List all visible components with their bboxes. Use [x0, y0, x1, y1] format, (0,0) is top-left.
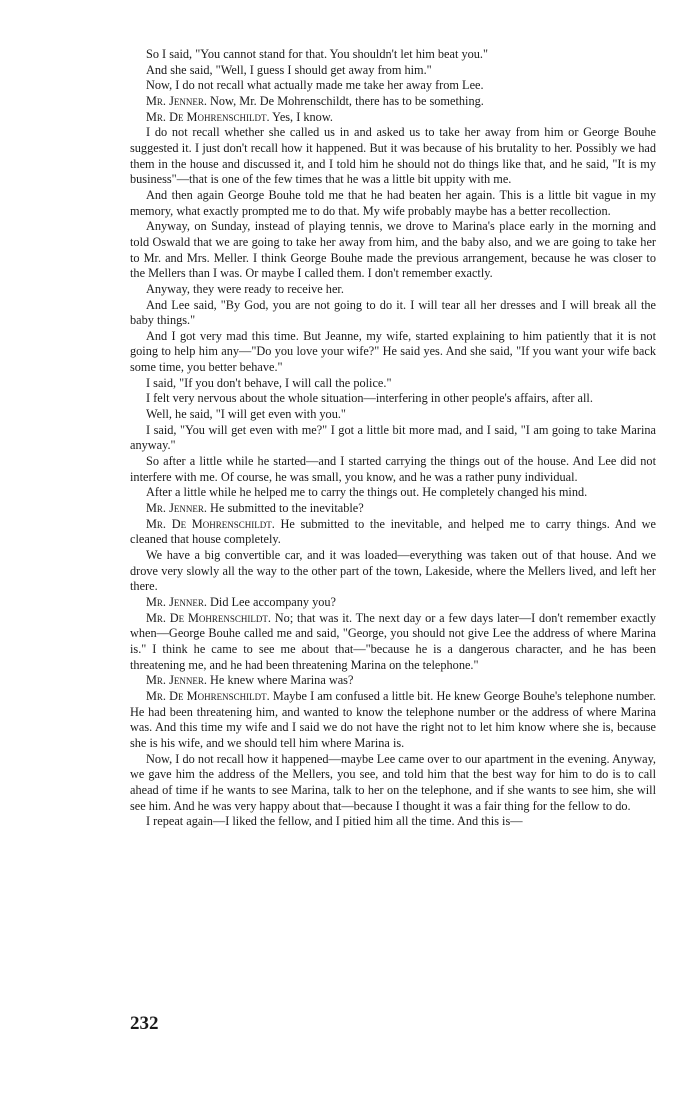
testimony-paragraph-dialogue [130, 517, 656, 548]
testimony-paragraph-dialogue [130, 611, 656, 674]
paragraph-text: So I said, "You cannot stand for that. You shouldn't let him beat you." [146, 47, 488, 61]
testimony-paragraph [130, 63, 656, 79]
testimony-text [130, 47, 656, 830]
paragraph-text: He knew where Marina was? [206, 673, 354, 688]
testimony-paragraph-dialogue [130, 689, 656, 752]
paragraph-text: I said, "You will get even with me?" I got a little bit more mad, and I said, "I am going to take Marina anyway." [130, 422, 656, 453]
paragraph-text: No; that was it. The next day or a few days later—I don't remember exactly when—George Bouhe called me and said, "George, you should not give Lee the address of where Marina is." I think he came to see me about that—"because he is a dangerous character, and he has been threatening me, and he had been threatening Marina on the telephone." [130, 610, 657, 672]
paragraph-text: I said, "If you don't behave, I will call the police." [146, 375, 392, 390]
paragraph-text: We have a big convertible car, and it was loaded—everything was taken out of that house. And we drove very slowly all the way to the other part of the town, Lakeside, where the Mellers lived, and left her there. [130, 548, 656, 594]
paragraph-text: Did Lee accompany you? [206, 594, 337, 609]
testimony-paragraph [130, 188, 656, 219]
paragraph-text: And then again George Bouhe told me that he had beaten her again. This is a little bit vague in my memory, what exactly prompted me to do that. My wife probably maybe has a better recollection. [130, 187, 656, 218]
testimony-paragraph [130, 298, 656, 329]
paragraph-text: And she said, "Well, I guess I should get away from him." [146, 62, 432, 77]
testimony-paragraph [130, 125, 656, 188]
paragraph-text: Now, Mr. De Mohrenschildt, there has to be something. [206, 93, 484, 108]
testimony-paragraph [130, 329, 656, 376]
testimony-paragraph [130, 282, 656, 298]
paragraph-text: I repeat again—I liked the fellow, and I pitied him all the time. And this is— [146, 814, 523, 829]
testimony-paragraph [130, 407, 656, 423]
testimony-paragraph [130, 376, 656, 392]
paragraph-text: Maybe I am confused a little bit. He knew George Bouhe's telephone number. He had been threatening him, and wanted to know the telephone number or the address of where Marina was. And this time my wife and I said we do not have the right not to let him know where she is, because she is his wife, and we should tell him where Marina is. [130, 688, 657, 750]
speaker-name: Mr. Jenner. [146, 673, 207, 688]
paragraph-text: Now, I do not recall what actually made me take her away from Lee. [146, 78, 484, 93]
paragraph-text: Anyway, they were ready to receive her. [146, 281, 344, 296]
testimony-paragraph [130, 423, 656, 454]
testimony-paragraph-dialogue [130, 595, 656, 611]
paragraph-text: Now, I do not recall how it happened—maybe Lee came over to our apartment in the evening. Anyway, we gave him the address of the Mellers, you see, and told him that the best way for him to do is to call ahead of time if he wants to see Marina, talk to her on the telephone, and if she wants to see him, she will see him. And he was very happy about that—because I thought it was a fair thing for the fellow to do. [130, 751, 656, 813]
testimony-paragraph [130, 485, 656, 501]
paragraph-text: Yes, I know. [269, 109, 333, 124]
paragraph-text: I do not recall whether she called us in and asked us to take her away from him or George Bouhe suggested it. I just don't recall how it happened. But it was because of his brutality to her. Possibly we had them in the house and discussed it, and I told him he should not do things like that, and he said, "It is my business"—that is one of the few times that he was a little bit uppity with me. [130, 125, 656, 187]
testimony-paragraph [130, 752, 656, 815]
testimony-paragraph-dialogue [130, 501, 656, 517]
speaker-name: Mr. De Mohrenschildt. [146, 610, 271, 625]
testimony-paragraph-dialogue [130, 110, 656, 126]
testimony-paragraph-dialogue [130, 94, 656, 110]
paragraph-text: Well, he said, "I will get even with you." [146, 407, 346, 422]
testimony-paragraph [130, 454, 656, 485]
paragraph-text: I felt very nervous about the whole situation—interfering in other people's affairs, after all. [146, 391, 593, 406]
testimony-paragraph-dialogue [130, 673, 656, 689]
paragraph-text: Anyway, on Sunday, instead of playing tennis, we drove to Marina's place early in the morning and told Oswald that we are going to take her away from him, and the baby also, and we are going to take her to Mr. and Mrs. Meller. I think George Bouhe made the previous arrangement, because he was closer to the Mellers than I was. Or maybe I called them. I don't remember exactly. [130, 219, 656, 281]
speaker-name: Mr. Jenner. [146, 594, 207, 609]
testimony-paragraph [130, 548, 656, 595]
paragraph-text: So after a little while he started—and I started carrying the things out of the house. And Lee did not interfere with me. Of course, he was small, you know, and he was a rather puny individual. [130, 454, 656, 484]
paragraph-text: And I got very mad this time. But Jeanne, my wife, started explaining to him patiently that it is not going to help him any—"Do you love your wife?" He said yes. And she said, "If you want your wife back some time, you better behave." [130, 328, 656, 375]
paragraph-text: And Lee said, "By God, you are not going to do it. I will tear all her dresses and I will break all the baby things." [130, 297, 656, 328]
paragraph-text: He submitted to the inevitable? [206, 501, 364, 516]
speaker-name: Mr. De Mohrenschildt. [146, 516, 275, 531]
speaker-name: Mr. Jenner. [146, 501, 207, 516]
paragraph-text: After a little while he helped me to carry the things out. He completely changed his mind. [146, 485, 588, 500]
speaker-name: Mr. De Mohrenschildt. [146, 688, 270, 703]
testimony-paragraph [130, 219, 656, 282]
page-number: 232 [130, 1013, 159, 1034]
speaker-name: Mr. De Mohrenschildt. [146, 109, 270, 124]
speaker-name: Mr. Jenner. [146, 93, 207, 108]
paragraph-text: He submitted to the inevitable, and helped me to carry things. And we cleaned that house completely. [130, 516, 656, 547]
testimony-paragraph [130, 47, 656, 63]
testimony-paragraph [130, 78, 656, 94]
testimony-paragraph [130, 391, 656, 407]
testimony-paragraph [130, 814, 656, 830]
